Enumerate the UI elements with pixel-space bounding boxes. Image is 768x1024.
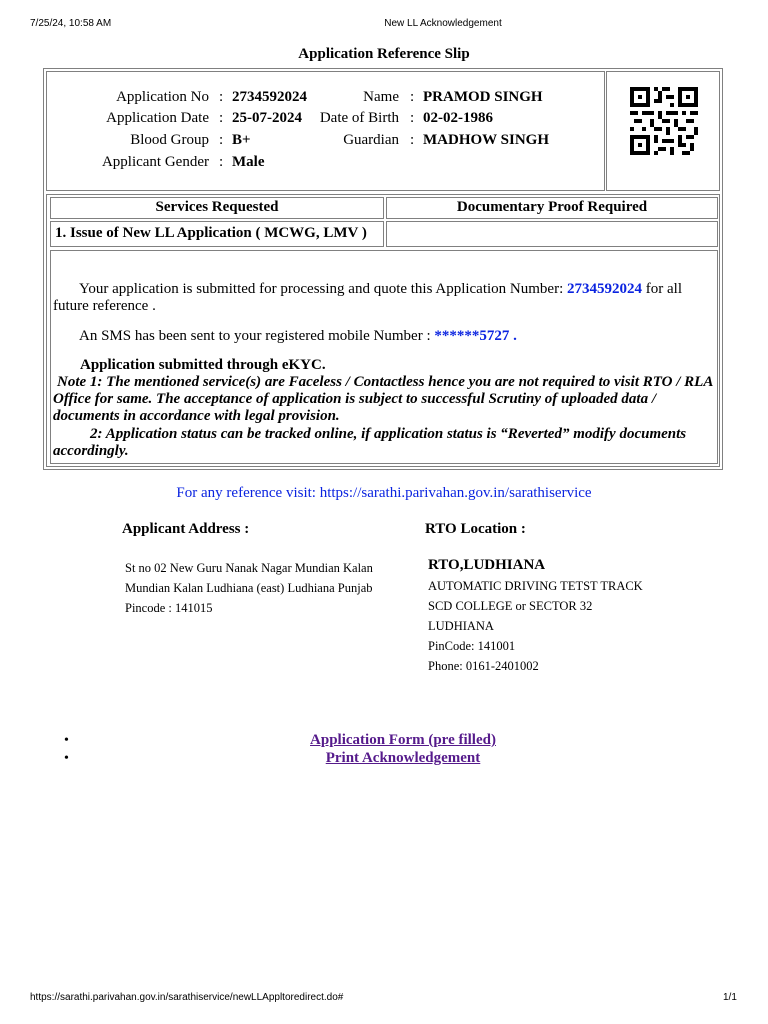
- dob-value: 02-02-1986: [423, 110, 493, 126]
- gender-label: Applicant Gender: [101, 154, 209, 170]
- applicant-address-heading: Applicant Address :: [122, 521, 250, 537]
- mobile-number: ******5727 .: [434, 328, 517, 344]
- rto-address: AUTOMATIC DRIVING TETST TRACK SCD COLLEGE or SECTOR 32 LUDHIANA PinCode: 141001 Phone: 0161-2401002: [428, 579, 643, 673]
- sms-message: An SMS has been sent to your registered mobile Number : ******5727 .: [79, 328, 517, 344]
- guardian-label: Guardian: [343, 132, 399, 148]
- application-form-link[interactable]: Application Form (pre filled): [310, 732, 496, 748]
- app-date-label: Application Date: [106, 110, 209, 126]
- services-header: Services Requested: [155, 199, 279, 215]
- qr-code-icon: [630, 87, 698, 155]
- proof-header: Documentary Proof Required: [456, 199, 648, 215]
- app-no-label: Application No: [116, 89, 209, 105]
- bullet-icon: •: [64, 751, 69, 766]
- reference-link[interactable]: For any reference visit: https://sarathi.parivahan.gov.in/sarathiservice: [176, 485, 592, 501]
- note-1: Note 1: The mentioned service(s) are Faceless / Contactless hence you are not required to visit RTO / RLA Office for same. The acceptance of application is subject to successful Scrutiny of uploaded data / documents in accordance with legal provision.: [53, 374, 713, 424]
- links-row-2: [37, 749, 768, 767]
- rto-location-heading: RTO Location :: [425, 521, 526, 537]
- app-date-value: 25-07-2024: [232, 110, 302, 126]
- print-doc-title: New LL Acknowledgement: [384, 18, 502, 29]
- guardian-value: MADHOW SINGH: [423, 132, 549, 148]
- note-2: 2: Application status can be tracked online, if application status is “Reverted” modify documents accordingly.: [53, 426, 687, 459]
- proof-row-cell: [386, 221, 718, 247]
- ekyc-note: Application submitted through eKYC.: [80, 357, 326, 373]
- service-row-1: 1. Issue of New LL Application ( MCWG, LMV ): [55, 225, 367, 241]
- application-number-highlight: 2734592024: [567, 281, 642, 297]
- bullet-icon: •: [64, 733, 69, 748]
- applicant-address: St no 02 New Guru Nanak Nagar Mundian Kalan Mundian Kalan Ludhiana (east) Ludhiana Punjab Pincode : 141015: [125, 561, 373, 615]
- blood-group-value: B+: [232, 132, 251, 148]
- name-value: PRAMOD SINGH: [423, 89, 543, 105]
- print-page-number: 1/1: [723, 992, 737, 1003]
- blood-group-label: Blood Group: [130, 132, 209, 148]
- dob-label: Date of Birth: [319, 110, 399, 126]
- gender-value: Male: [232, 154, 265, 170]
- submission-message: Your application is submitted for processing and quote this Application Number: 2734592024 for all future reference .: [53, 281, 682, 314]
- app-no-value: 2734592024: [232, 89, 307, 105]
- links-row-1: [37, 731, 768, 749]
- name-label: Name: [363, 89, 399, 105]
- page-title: Application Reference Slip: [298, 46, 470, 62]
- print-url: https://sarathi.parivahan.gov.in/sarathiservice/newLLAppltoredirect.do#: [30, 992, 344, 1003]
- rto-name: RTO,LUDHIANA: [428, 557, 546, 573]
- print-datetime: 7/25/24, 10:58 AM: [30, 18, 112, 29]
- print-acknowledgement-link[interactable]: Print Acknowledgement: [325, 750, 481, 766]
